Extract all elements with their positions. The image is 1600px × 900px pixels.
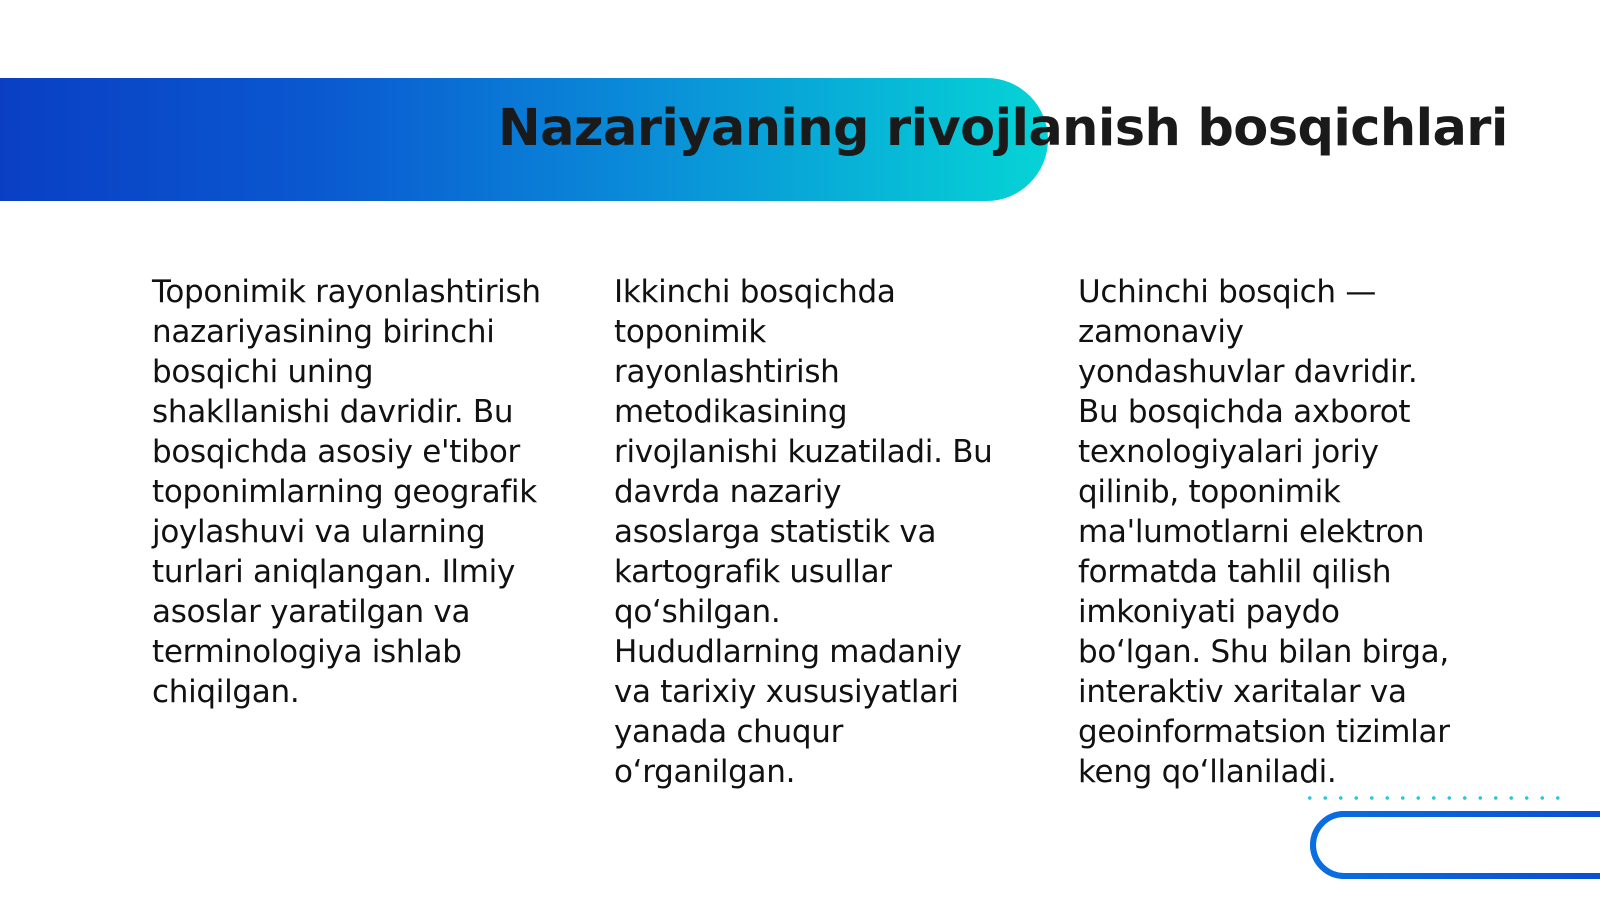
slide-title: Nazariyaning rivojlanish bosqichlari	[498, 99, 1508, 158]
decorative-dot-row	[1302, 796, 1562, 800]
decorative-pill-outline	[1310, 811, 1600, 879]
column-stage-3-text: Uchinchi bosqich — zamonaviy yondashuvlar davridir. Bu bosqichda axborot texnologiyalari joriy qilinib, toponimik ma'lumotlarni elektron formatda tahlil qilish imkoniyati paydo bo‘lgan. Shu bilan birga, interaktiv xaritalar va geoinformatsion tizimlar keng qo‘llaniladi.	[1078, 274, 1450, 790]
column-stage-2-text: Ikkinchi bosqichda toponimik rayonlashtirish metodikasining rivojlanishi kuzatiladi. Bu davrda nazariy asoslarga statistik va kartografik usullar qo‘shilgan. Hududlarning madaniy va tarixiy xususiyatlari yanada chuqur o‘rganilgan.	[614, 274, 993, 790]
column-stage-1-text: Toponimik rayonlashtirish nazariyasining birinchi bosqichi uning shakllanishi davridir. Bu bosqichda asosiy e'tibor toponimlarning geografik joylashuvi va ularning turlari aniqlangan. Ilmiy asoslar yaratilgan va terminologiya ishlab chiqilgan.	[152, 274, 541, 710]
